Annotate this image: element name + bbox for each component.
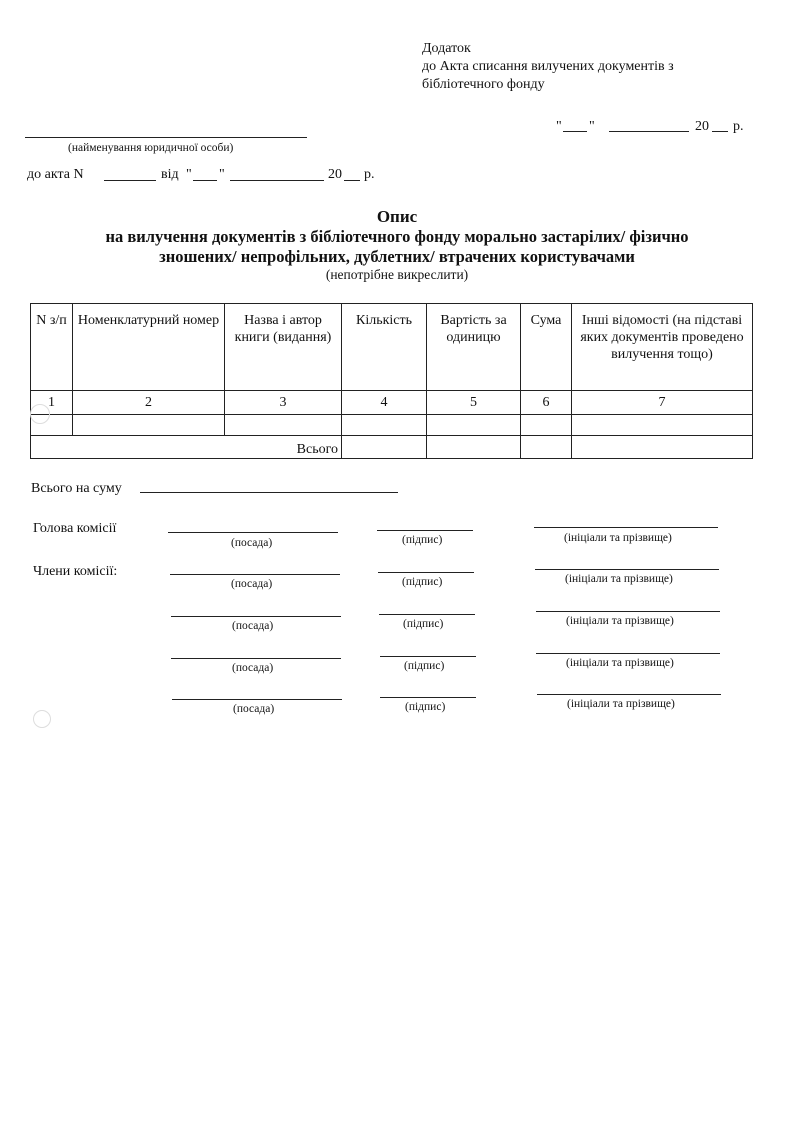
head-position-field[interactable] bbox=[168, 532, 338, 533]
name-caption: (ініціали та прізвище) bbox=[565, 573, 673, 585]
column-header: Кількість bbox=[342, 304, 427, 391]
table-header-row bbox=[31, 304, 753, 391]
member-position-field[interactable] bbox=[172, 699, 342, 700]
position-caption: (посада) bbox=[231, 537, 273, 549]
act-prefix: до акта N bbox=[27, 167, 84, 182]
appendix-line-1: Додаток bbox=[422, 41, 471, 56]
position-caption: (посада) bbox=[232, 662, 274, 674]
position-caption: (посада) bbox=[233, 703, 275, 715]
position-caption: (посада) bbox=[231, 578, 273, 590]
appendix-header bbox=[422, 40, 674, 94]
title-line-2: зношених/ непрофільних, дублетних/ втрачених користувачами bbox=[159, 247, 635, 266]
commission-members-label: Члени комісії: bbox=[33, 564, 118, 579]
member-signature-field[interactable] bbox=[378, 572, 474, 573]
act-year-field[interactable] bbox=[344, 180, 360, 181]
org-name-caption: (найменування юридичної особи) bbox=[68, 142, 234, 154]
head-signature-field[interactable] bbox=[377, 530, 473, 531]
title-note: (непотрібне викреслити) bbox=[325, 267, 469, 282]
column-header: Сума bbox=[521, 304, 572, 391]
column-header: Назва і автор книги (видання) bbox=[225, 304, 342, 391]
member-signature-field[interactable] bbox=[380, 697, 476, 698]
table-cell[interactable] bbox=[342, 415, 427, 436]
member-name-field[interactable] bbox=[536, 653, 720, 654]
date-open-quote: " bbox=[556, 119, 562, 134]
position-caption: (посада) bbox=[232, 620, 274, 632]
name-caption: (ініціали та прізвище) bbox=[567, 698, 675, 710]
table-cell[interactable] bbox=[225, 415, 342, 436]
total-label: Всього bbox=[31, 436, 342, 459]
column-number: 1 bbox=[31, 391, 73, 415]
act-from-label: від bbox=[161, 167, 179, 182]
act-month-field[interactable] bbox=[230, 180, 324, 181]
punch-hole-mark bbox=[30, 404, 50, 424]
column-header: Номенклатурний номер bbox=[73, 304, 225, 391]
member-name-field[interactable] bbox=[536, 611, 720, 612]
title-line-1: на вилучення документів з бібліотечного фонду морально застарілих/ фізично bbox=[105, 227, 689, 246]
column-header: N з/п bbox=[31, 304, 73, 391]
column-number: 5 bbox=[427, 391, 521, 415]
member-position-field[interactable] bbox=[170, 574, 340, 575]
act-number-field[interactable] bbox=[104, 180, 156, 181]
column-number: 4 bbox=[342, 391, 427, 415]
head-name-field[interactable] bbox=[534, 527, 718, 528]
table-cell[interactable] bbox=[572, 415, 753, 436]
signature-caption: (підпис) bbox=[404, 660, 445, 672]
act-suffix: р. bbox=[364, 167, 375, 182]
punch-hole-mark bbox=[33, 710, 51, 728]
table-row bbox=[31, 415, 753, 436]
act-year-prefix: 20 bbox=[328, 167, 342, 182]
name-caption: (ініціали та прізвище) bbox=[566, 657, 674, 669]
table-cell[interactable] bbox=[427, 415, 521, 436]
column-number: 6 bbox=[521, 391, 572, 415]
title-heading: Опис bbox=[376, 207, 418, 226]
column-number: 2 bbox=[73, 391, 225, 415]
total-sum-label: Всього на суму bbox=[31, 481, 122, 496]
act-day-field[interactable] bbox=[193, 180, 217, 181]
appendix-line-2: до Акта списання вилучених документів з bbox=[422, 59, 674, 74]
member-signature-field[interactable] bbox=[379, 614, 475, 615]
act-close-quote: " bbox=[219, 167, 225, 182]
date-day-field[interactable] bbox=[563, 131, 587, 132]
signature-caption: (підпис) bbox=[403, 618, 444, 630]
description-table bbox=[30, 303, 753, 459]
date-month-field[interactable] bbox=[609, 131, 689, 132]
total-notes-cell[interactable] bbox=[572, 436, 753, 459]
date-year-prefix: 20 bbox=[695, 119, 709, 134]
signature-caption: (підпис) bbox=[402, 534, 443, 546]
table-cell[interactable] bbox=[73, 415, 225, 436]
commission-head-label: Голова комісії bbox=[33, 521, 117, 536]
column-number: 3 bbox=[225, 391, 342, 415]
member-name-field[interactable] bbox=[537, 694, 721, 695]
signature-caption: (підпис) bbox=[405, 701, 446, 713]
column-number: 7 bbox=[572, 391, 753, 415]
act-open-quote: " bbox=[186, 167, 192, 182]
date-suffix: р. bbox=[733, 119, 744, 134]
column-header: Вартість за одиницю bbox=[427, 304, 521, 391]
org-name-field[interactable] bbox=[25, 137, 307, 138]
total-sum-field[interactable] bbox=[140, 492, 398, 493]
member-signature-field[interactable] bbox=[380, 656, 476, 657]
member-position-field[interactable] bbox=[171, 658, 341, 659]
name-caption: (ініціали та прізвище) bbox=[564, 532, 672, 544]
name-caption: (ініціали та прізвище) bbox=[566, 615, 674, 627]
total-sum-cell[interactable] bbox=[521, 436, 572, 459]
table-total-row bbox=[31, 436, 753, 459]
column-number-row bbox=[31, 391, 753, 415]
member-position-field[interactable] bbox=[171, 616, 341, 617]
appendix-line-3: бібліотечного фонду bbox=[422, 77, 545, 92]
total-unit-cell[interactable] bbox=[427, 436, 521, 459]
date-close-quote: " bbox=[589, 119, 595, 134]
signature-caption: (підпис) bbox=[402, 576, 443, 588]
member-name-field[interactable] bbox=[535, 569, 719, 570]
document-title bbox=[0, 207, 794, 283]
date-year-field[interactable] bbox=[712, 131, 728, 132]
total-quantity-cell[interactable] bbox=[342, 436, 427, 459]
table-cell[interactable] bbox=[521, 415, 572, 436]
column-header: Інші відомості (на підставі яких документів проведено вилучення тощо) bbox=[572, 304, 753, 391]
